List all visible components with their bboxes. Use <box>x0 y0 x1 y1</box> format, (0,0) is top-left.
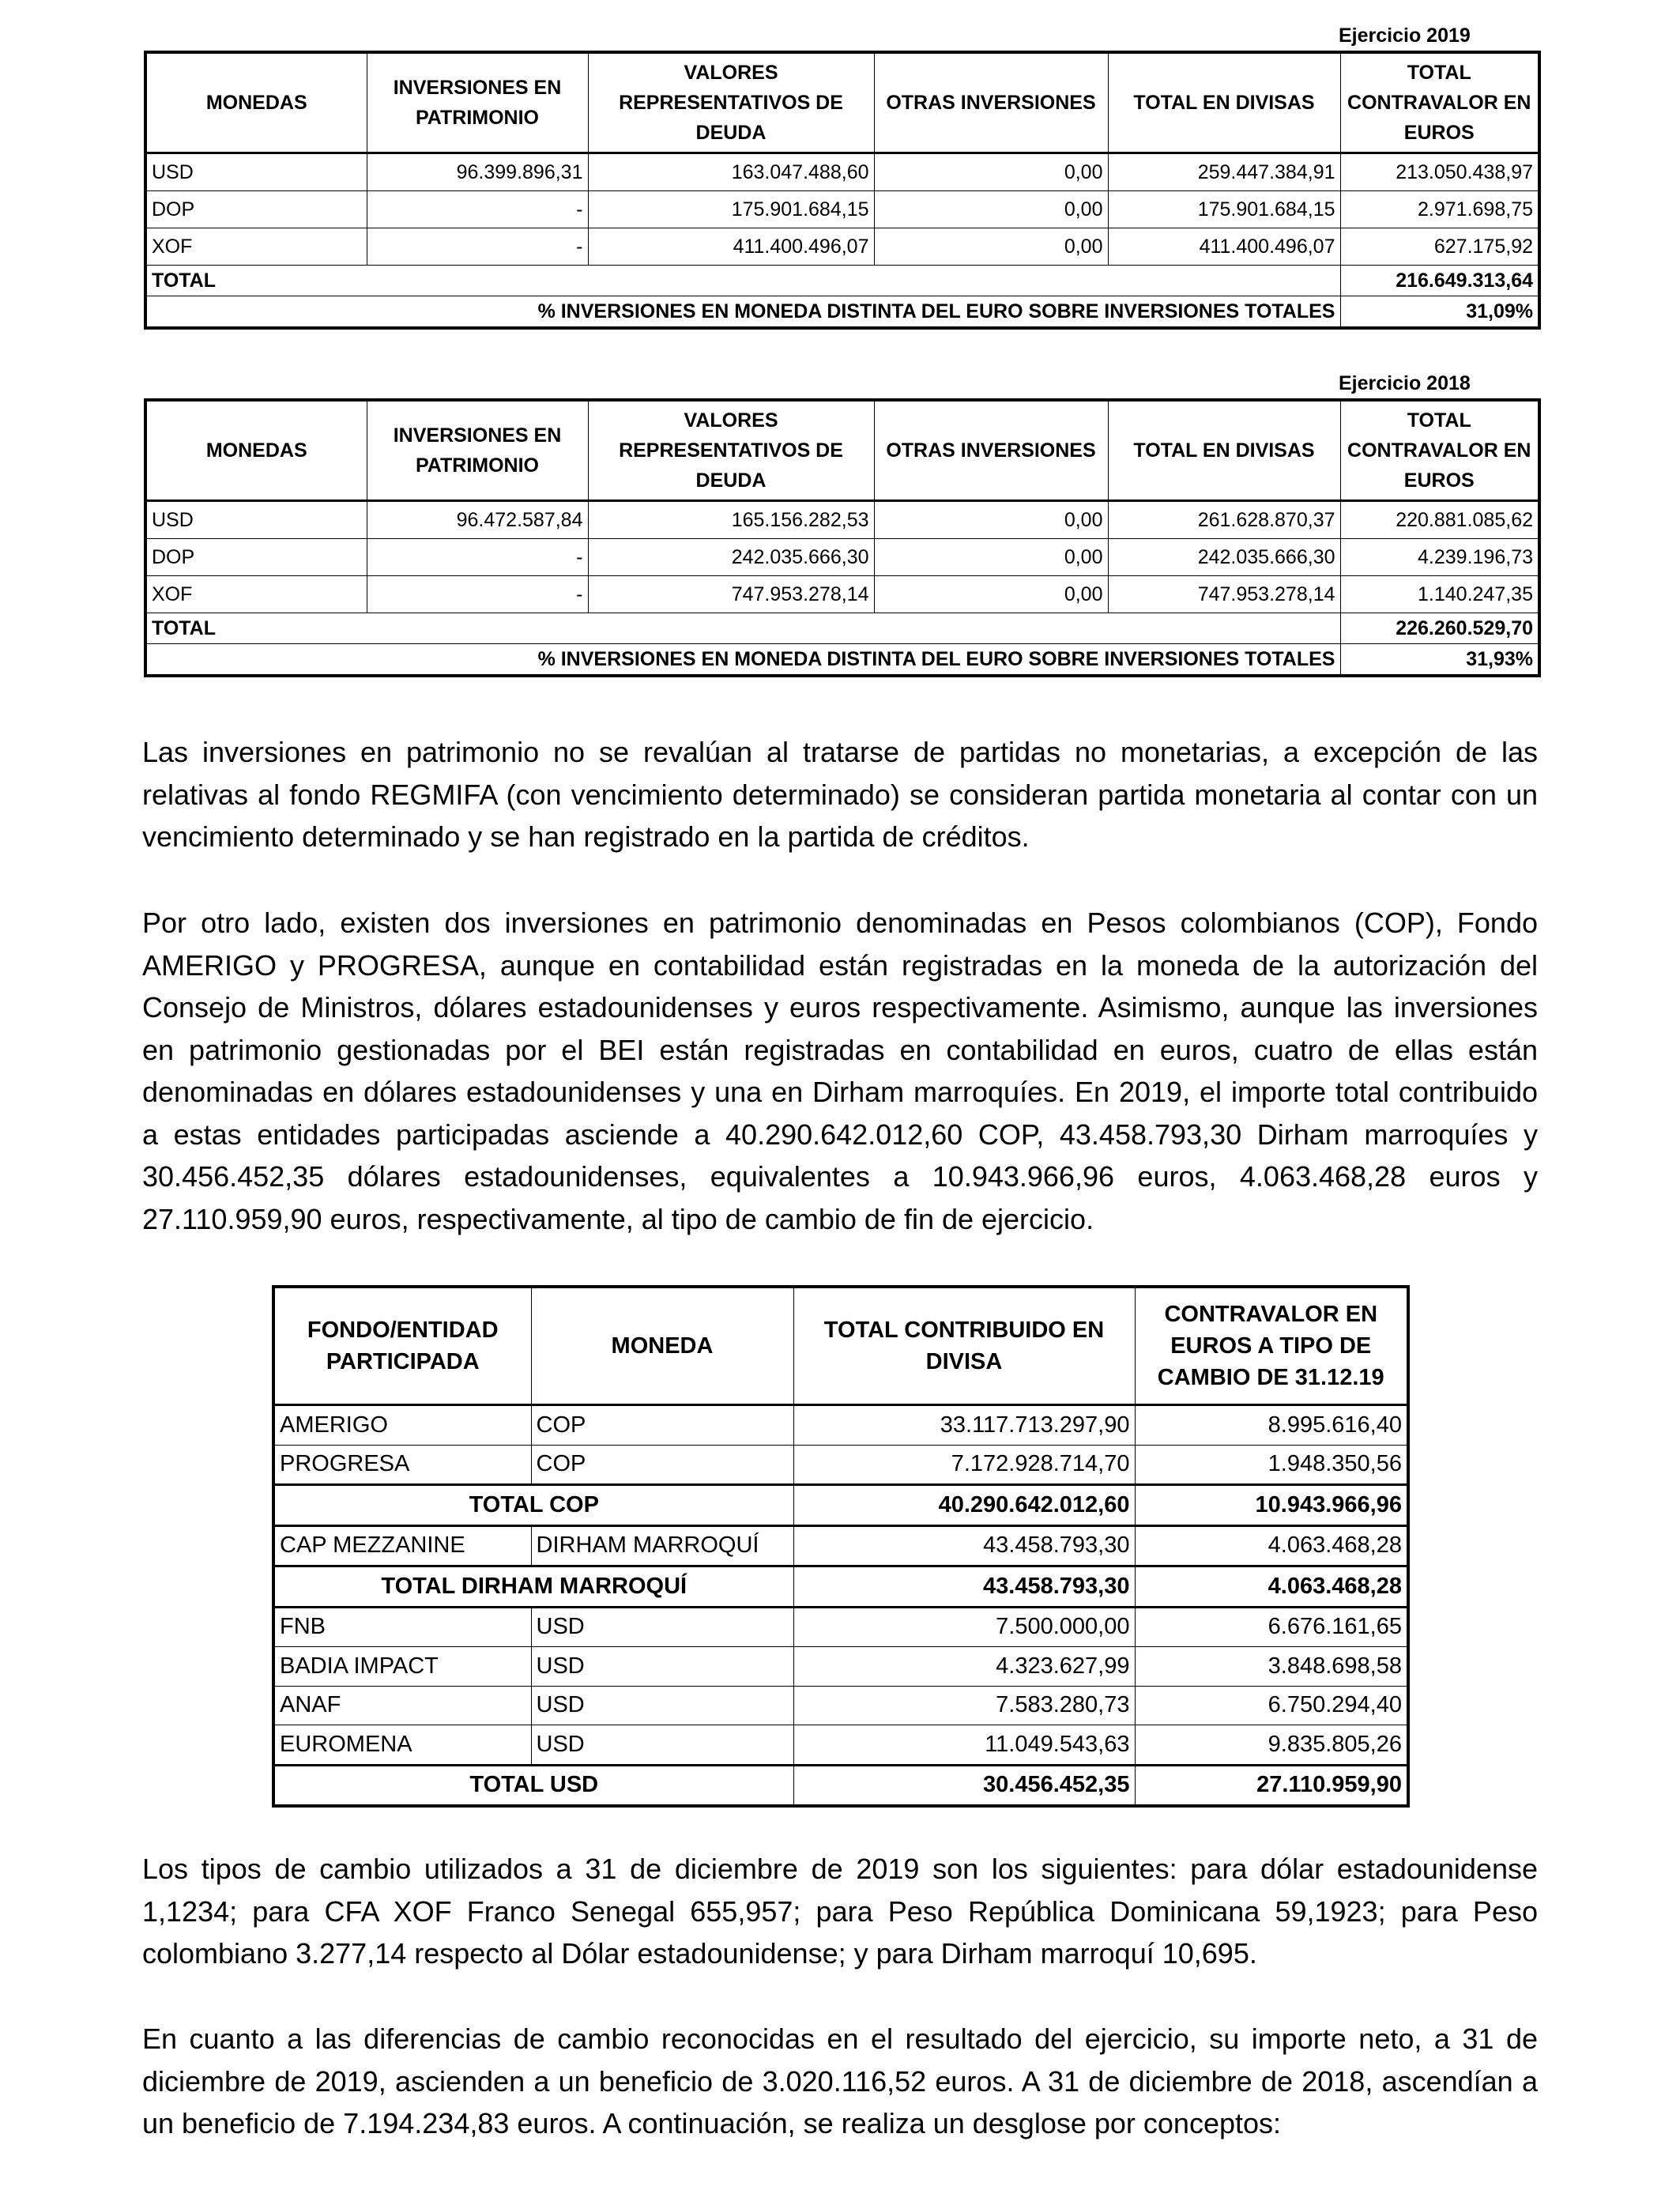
pct-row <box>145 644 1539 677</box>
paragraph-non-monetary: Las inversiones en patrimonio no se revalúan al tratarse de partidas no monetarias, a excepción de las relativas al fondo REGMIFA (con vencimiento determinado) se consideran partida monetaria al contar con un vencimiento determinado y se han registrado en la partida de créditos. <box>142 736 1538 853</box>
cell-total: 7.583.280,73 <box>793 1686 1135 1725</box>
cell-value: 165.156.282,53 <box>588 501 874 539</box>
cell-value: 175.901.684,15 <box>588 191 874 228</box>
total-row <box>145 613 1539 644</box>
cell-value: 242.035.666,30 <box>1108 539 1340 576</box>
cell-value: 627.175,92 <box>1340 228 1539 266</box>
cell-total: 4.323.627,99 <box>793 1647 1135 1687</box>
total-label: TOTAL <box>145 613 1340 644</box>
subtotal-eur: 10.943.966,96 <box>1135 1485 1408 1526</box>
subtotal-label: TOTAL USD <box>273 1765 793 1806</box>
cell-eur: 3.848.698,58 <box>1135 1647 1408 1687</box>
table-row <box>273 1725 1408 1766</box>
col-header-valores: VALORES REPRESENTATIVOS DE DEUDA <box>588 400 874 501</box>
cell-value: - <box>367 539 588 576</box>
subtotal-row <box>273 1485 1408 1526</box>
cell-fund: BADIA IMPACT <box>273 1647 531 1687</box>
cell-value: 0,00 <box>874 576 1108 613</box>
col-header-contravalor: CONTRAVALOR EN EUROS A TIPO DE CAMBIO DE 31.12.19 <box>1135 1287 1408 1405</box>
col-header-otras: OTRAS INVERSIONES <box>874 400 1108 501</box>
cell-currency: USD <box>531 1607 793 1647</box>
paragraph-cop-investments: Por otro lado, existen dos inversiones en patrimonio denominadas en Pesos colombianos (COP), Fondo AMERIGO y PROGRESA, aunque en contabilidad están registradas en la moneda de la autorización del Consejo de Ministros, dólares estadounidenses y euros respectivamente. Asimismo, aunque las inversiones en patrimonio gestionadas por el BEI están registradas en contabilidad en euros, cuatro de ellas están denominadas en dólares estadounidenses y una en Dirham marroquíes. En 2019, el importe total contribuido a estas entidades participadas asciende a 40.290.642.012,60 COP, 43.458.793,30 Dirham marroquíes y 30.456.452,35 dólares estadounidenses, equivalentes a 10.943.966,96 euros, 4.063.468,28 euros y 27.110.959,90 euros, respectivamente, al tipo de cambio de fin de ejercicio. <box>142 907 1538 1235</box>
table-row <box>273 1445 1408 1485</box>
investments-table-2018 <box>144 398 1541 677</box>
table-row <box>273 1405 1408 1446</box>
table-row <box>273 1525 1408 1566</box>
cell-fund: CAP MEZZANINE <box>273 1525 531 1566</box>
pct-value: 31,93% <box>1340 644 1539 677</box>
cell-value: 0,00 <box>874 501 1108 539</box>
subtotal-label: TOTAL COP <box>273 1485 793 1526</box>
subtotal-total: 30.456.452,35 <box>793 1765 1135 1806</box>
table-row <box>273 1607 1408 1647</box>
cell-currency: USD <box>145 153 367 191</box>
cell-fund: ANAF <box>273 1686 531 1725</box>
total-label: TOTAL <box>145 266 1340 296</box>
subtotal-total: 43.458.793,30 <box>793 1566 1135 1608</box>
col-header-fondo: FONDO/ENTIDAD PARTICIPADA <box>273 1287 531 1405</box>
col-header-total-divisas: TOTAL EN DIVISAS <box>1108 52 1340 153</box>
col-header-monedas: MONEDAS <box>145 52 367 153</box>
cell-value: - <box>367 228 588 266</box>
cell-eur: 9.835.805,26 <box>1135 1725 1408 1766</box>
col-header-contravalor: TOTAL CONTRAVALOR EN EUROS <box>1340 400 1539 501</box>
cell-fund: EUROMENA <box>273 1725 531 1766</box>
pct-value: 31,09% <box>1340 296 1539 329</box>
table-row <box>145 539 1539 576</box>
cell-value: 0,00 <box>874 539 1108 576</box>
table-row <box>145 153 1539 191</box>
cell-total: 43.458.793,30 <box>793 1525 1135 1566</box>
cell-eur: 6.676.161,65 <box>1135 1607 1408 1647</box>
col-header-contravalor: TOTAL CONTRAVALOR EN EUROS <box>1340 52 1539 153</box>
cell-value: 259.447.384,91 <box>1108 153 1340 191</box>
col-header-otras: OTRAS INVERSIONES <box>874 52 1108 153</box>
cell-value: 411.400.496,07 <box>1108 228 1340 266</box>
cell-value: 747.953.278,14 <box>588 576 874 613</box>
year-label-2018: Ejercicio 2018 <box>1339 372 1471 394</box>
cell-value: 96.399.896,31 <box>367 153 588 191</box>
col-header-moneda: MONEDA <box>531 1287 793 1405</box>
col-header-total-contribuido: TOTAL CONTRIBUIDO EN DIVISA <box>793 1287 1135 1405</box>
total-value: 216.649.313,64 <box>1340 266 1539 296</box>
subtotal-row <box>273 1566 1408 1608</box>
cell-value: - <box>367 576 588 613</box>
table-row <box>145 501 1539 539</box>
col-header-patrimonio: INVERSIONES EN PATRIMONIO <box>367 400 588 501</box>
total-row <box>145 266 1539 296</box>
pct-row <box>145 296 1539 329</box>
cell-currency: DOP <box>145 539 367 576</box>
cell-value: 220.881.085,62 <box>1340 501 1539 539</box>
cell-total: 33.117.713.297,90 <box>793 1405 1135 1446</box>
cell-eur: 1.948.350,56 <box>1135 1445 1408 1485</box>
cell-currency: COP <box>531 1445 793 1485</box>
col-header-valores: VALORES REPRESENTATIVOS DE DEUDA <box>588 52 874 153</box>
subtotal-row <box>273 1765 1408 1806</box>
cell-currency: COP <box>531 1405 793 1446</box>
cell-value: 163.047.488,60 <box>588 153 874 191</box>
cell-fund: FNB <box>273 1607 531 1647</box>
cell-currency: USD <box>531 1647 793 1687</box>
cell-eur: 8.995.616,40 <box>1135 1405 1408 1446</box>
cell-currency: DOP <box>145 191 367 228</box>
cell-currency: USD <box>531 1725 793 1766</box>
cell-value: 4.239.196,73 <box>1340 539 1539 576</box>
table-header-row <box>145 400 1539 501</box>
cell-value: 175.901.684,15 <box>1108 191 1340 228</box>
cell-value: 0,00 <box>874 191 1108 228</box>
cell-eur: 4.063.468,28 <box>1135 1525 1408 1566</box>
cell-value: 261.628.870,37 <box>1108 501 1340 539</box>
cell-value: 2.971.698,75 <box>1340 191 1539 228</box>
cell-value: - <box>367 191 588 228</box>
cell-value: 747.953.278,14 <box>1108 576 1340 613</box>
cell-currency: USD <box>531 1686 793 1725</box>
col-header-monedas: MONEDAS <box>145 400 367 501</box>
cell-value: 96.472.587,84 <box>367 501 588 539</box>
table-header-row <box>273 1287 1408 1405</box>
cell-value: 1.140.247,35 <box>1340 576 1539 613</box>
cell-fund: AMERIGO <box>273 1405 531 1446</box>
year-label-2019: Ejercicio 2019 <box>1339 25 1471 47</box>
table-row <box>145 191 1539 228</box>
cell-total: 7.172.928.714,70 <box>793 1445 1135 1485</box>
total-value: 226.260.529,70 <box>1340 613 1539 644</box>
cell-total: 11.049.543,63 <box>793 1725 1135 1766</box>
investments-table-2019 <box>144 51 1541 330</box>
pct-label: % INVERSIONES EN MONEDA DISTINTA DEL EURO SOBRE INVERSIONES TOTALES <box>145 644 1340 677</box>
paragraph-exchange-rates: Los tipos de cambio utilizados a 31 de diciembre de 2019 son los siguientes: para dólar estadounidense 1,1234; para CFA XOF Franco Senegal 655,957; para Peso República Dominicana 59,1923; para Peso colombiano 3.277,14 respecto al Dólar estadounidense; y para Dirham marroquí 10,695. <box>142 1853 1538 1970</box>
cell-value: 411.400.496,07 <box>588 228 874 266</box>
cell-value: 242.035.666,30 <box>588 539 874 576</box>
subtotal-eur: 4.063.468,28 <box>1135 1566 1408 1608</box>
table-row <box>273 1686 1408 1725</box>
cell-currency: DIRHAM MARROQUÍ <box>531 1525 793 1566</box>
subtotal-total: 40.290.642.012,60 <box>793 1485 1135 1526</box>
table-row <box>273 1647 1408 1687</box>
table-row <box>145 228 1539 266</box>
col-header-total-divisas: TOTAL EN DIVISAS <box>1108 400 1340 501</box>
cell-currency: XOF <box>145 228 367 266</box>
cell-currency: USD <box>145 501 367 539</box>
subtotal-label: TOTAL DIRHAM MARROQUÍ <box>273 1566 793 1608</box>
pct-label: % INVERSIONES EN MONEDA DISTINTA DEL EURO SOBRE INVERSIONES TOTALES <box>145 296 1340 329</box>
table-row <box>145 576 1539 613</box>
cell-total: 7.500.000,00 <box>793 1607 1135 1647</box>
cell-value: 213.050.438,97 <box>1340 153 1539 191</box>
table-header-row <box>145 52 1539 153</box>
cell-eur: 6.750.294,40 <box>1135 1686 1408 1725</box>
cell-currency: XOF <box>145 576 367 613</box>
cell-fund: PROGRESA <box>273 1445 531 1485</box>
cell-value: 0,00 <box>874 153 1108 191</box>
paragraph-exchange-differences: En cuanto a las diferencias de cambio reconocidas en el resultado del ejercicio, su importe neto, a 31 de diciembre de 2019, ascienden a un beneficio de 3.020.116,52 euros. A 31 de diciembre de 2018, ascendían a un beneficio de 7.194.234,83 euros. A continuación, se realiza un desglose por conceptos: <box>142 2022 1538 2139</box>
subtotal-eur: 27.110.959,90 <box>1135 1765 1408 1806</box>
funds-table <box>272 1285 1410 1808</box>
col-header-patrimonio: INVERSIONES EN PATRIMONIO <box>367 52 588 153</box>
cell-value: 0,00 <box>874 228 1108 266</box>
